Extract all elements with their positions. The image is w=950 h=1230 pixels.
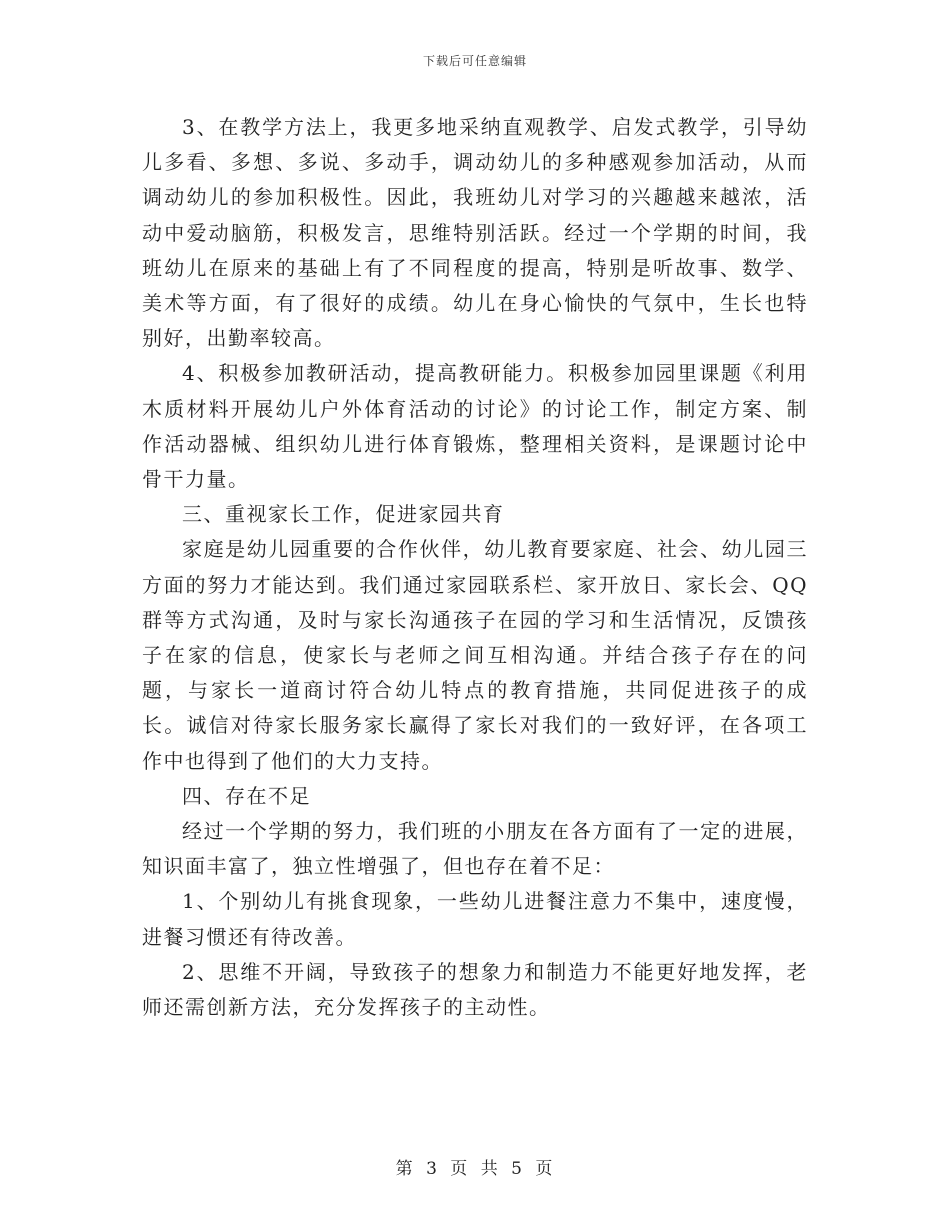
document-body — [142, 110, 808, 1025]
section-heading-parent-work: 三、重视家长工作，促进家园共育 — [182, 502, 505, 527]
section-heading-shortcomings: 四、存在不足 — [182, 783, 311, 808]
paragraph-shortcoming-1: 1、个别幼儿有挑食现象，一些幼儿进餐注意力不集中，速度慢，进餐习惯还有待改善。 — [142, 889, 808, 949]
paragraph-shortcoming-2: 2、思维不开阔，导致孩子的想象力和制造力不能更好地发挥，老师还需创新方法，充分发挥孩子的主动性。 — [142, 959, 808, 1020]
header-note: 下载后可任意编辑 — [422, 54, 527, 68]
paragraph-research-activities: 4、积极参加教研活动，提高教研能力。积极参加园里课题《利用木质材料开展幼儿户外体育活动的讨论》的讨论工作，制定方案、制作活动器械、组织幼儿进行体育锻炼，整理相关资料，是课题讨论中骨干力量。 — [142, 361, 808, 492]
page-number: 第 3 页 共 5 页 — [395, 1159, 555, 1179]
paragraph-parent-cooperation: 家庭是幼儿园重要的合作伙伴，幼儿教育要家庭、社会、幼儿园三方面的努力才能达到。我们通过家园联系栏、家开放日、家长会、QQ群等方式沟通，及时与家长沟通孩子在园的学习和生活情况，反馈孩子在家的信息，使家长与老师之间互相沟通。并结合孩子存在的问题，与家长一道商讨符合幼儿特点的教育措施，共同促进孩子的成长。诚信对待家长服务家长赢得了家长对我们的一致好评，在各项工作中也得到了他们的大力支持。 — [142, 537, 808, 773]
paragraph-teaching-methods: 3、在教学方法上，我更多地采纳直观教学、启发式教学，引导幼儿多看、多想、多说、多动手，调动幼儿的多种感观参加活动，从而调动幼儿的参加积极性。因此，我班幼儿对学习的兴趣越来越浓，活动中爱动脑筋，积极发言，思维特别活跃。经过一个学期的时间，我班幼儿在原来的基础上有了不同程度的提高，特别是听故事、数学、美术等方面，有了很好的成绩。幼儿在身心愉快的气氛中，生长也特别好，出勤率较高。 — [142, 115, 808, 351]
paragraph-shortcomings-intro: 经过一个学期的努力，我们班的小朋友在各方面有了一定的进展，知识面丰富了，独立性增强了，但也存在着不足： — [142, 819, 808, 879]
